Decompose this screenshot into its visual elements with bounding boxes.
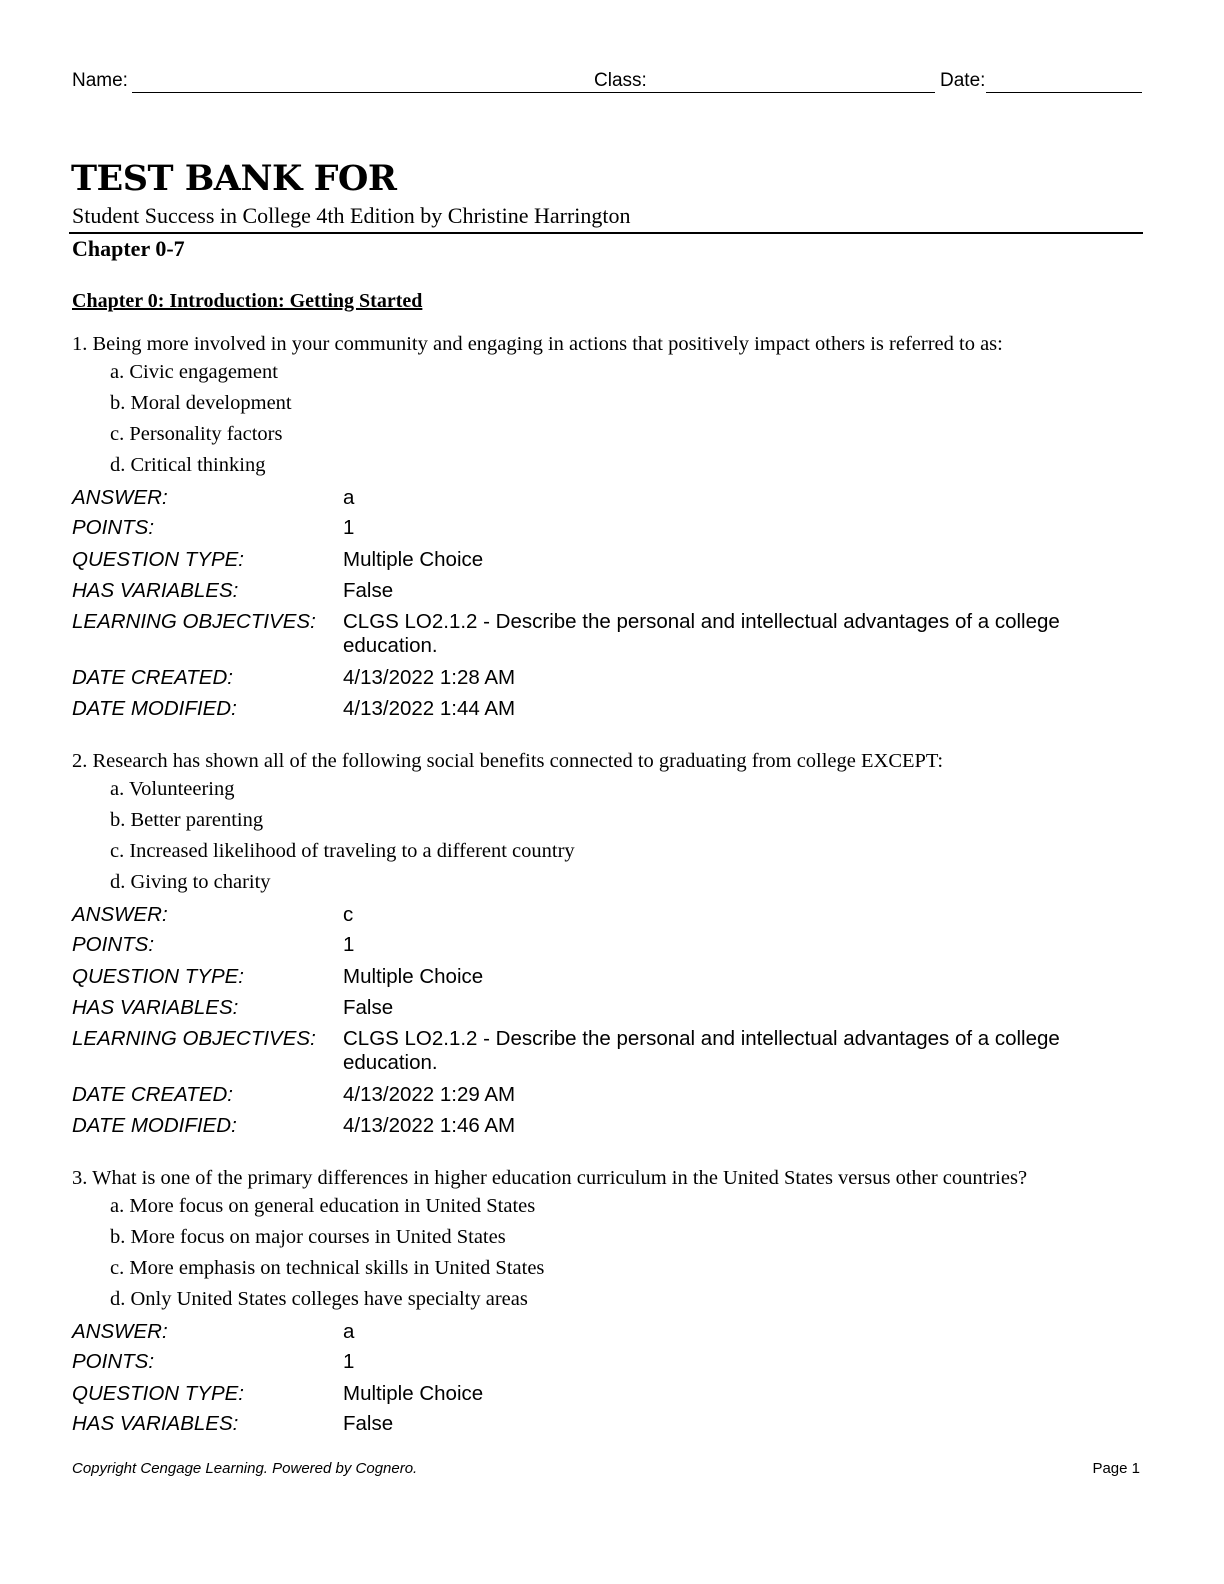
answer-option: b. Moral development — [110, 392, 292, 414]
answer-option: c. More emphasis on technical skills in United States — [110, 1257, 545, 1279]
points-value: 1 — [343, 933, 355, 956]
answer-label: ANSWER: — [72, 903, 168, 926]
date-blank — [986, 92, 1142, 93]
class-blank — [649, 92, 935, 93]
answer-option: b. Better parenting — [110, 809, 264, 831]
learning-objectives-label: LEARNING OBJECTIVES: — [72, 1027, 316, 1050]
question-text: 2. Research has shown all of the following social benefits connected to graduating from college EXCEPT: — [72, 750, 944, 772]
chapter-heading: Chapter 0-7 — [72, 236, 185, 261]
question-type-label: QUESTION TYPE: — [72, 965, 244, 988]
date-created-label: DATE CREATED: — [72, 666, 233, 689]
title-divider — [69, 232, 1143, 234]
learning-objectives-value: CLGS LO2.1.2 - Describe the personal and intellectual advantages of a college education. — [343, 1027, 1060, 1074]
answer-option: d. Giving to charity — [110, 871, 271, 893]
answer-option: c. Increased likelihood of traveling to a different country — [110, 840, 575, 862]
date-modified-value: 4/13/2022 1:44 AM — [343, 697, 516, 720]
question-type-label: QUESTION TYPE: — [72, 548, 244, 571]
answer-value: a — [343, 486, 355, 509]
has-variables-label: HAS VARIABLES: — [72, 579, 239, 602]
answer-option: c. Personality factors — [110, 423, 283, 445]
question-type-value: Multiple Choice — [343, 1382, 484, 1405]
answer-option: a. Civic engagement — [110, 361, 278, 383]
section-heading: Chapter 0: Introduction: Getting Started — [72, 290, 423, 312]
answer-value: a — [343, 1320, 355, 1343]
class-label: Class: — [594, 70, 647, 91]
points-value: 1 — [343, 516, 355, 539]
answer-option: d. Only United States colleges have specialty areas — [110, 1288, 528, 1310]
question-text: 1. Being more involved in your community and engaging in actions that positively impact others is referred to as: — [72, 333, 1003, 355]
points-label: POINTS: — [72, 933, 155, 956]
copyright-footer: Copyright Cengage Learning. Powered by Cognero. — [72, 1460, 418, 1477]
learning-objectives-value: CLGS LO2.1.2 - Describe the personal and intellectual advantages of a college education. — [343, 610, 1060, 657]
answer-option: a. Volunteering — [110, 778, 235, 800]
answer-option: b. More focus on major courses in United States — [110, 1226, 506, 1248]
document-title: TEST BANK FOR — [71, 158, 397, 199]
answer-label: ANSWER: — [72, 486, 168, 509]
answer-label: ANSWER: — [72, 1320, 168, 1343]
has-variables-label: HAS VARIABLES: — [72, 1412, 239, 1435]
document-subtitle: Student Success in College 4th Edition by Christine Harrington — [72, 203, 631, 228]
has-variables-label: HAS VARIABLES: — [72, 996, 239, 1019]
name-blank — [132, 92, 660, 93]
date-modified-label: DATE MODIFIED: — [72, 1114, 237, 1137]
points-value: 1 — [343, 1350, 355, 1373]
date-created-value: 4/13/2022 1:28 AM — [343, 666, 516, 689]
question-text: 3. What is one of the primary differences in higher education curriculum in the United States versus other countries? — [72, 1167, 1028, 1189]
name-label: Name: — [72, 70, 128, 91]
has-variables-value: False — [343, 1412, 394, 1435]
answer-option: a. More focus on general education in United States — [110, 1195, 536, 1217]
points-label: POINTS: — [72, 1350, 155, 1373]
page-number: Page 1 — [1092, 1460, 1140, 1477]
date-created-value: 4/13/2022 1:29 AM — [343, 1083, 516, 1106]
points-label: POINTS: — [72, 516, 155, 539]
answer-value: c — [343, 903, 354, 926]
student-info-header — [72, 70, 1142, 98]
question-type-value: Multiple Choice — [343, 548, 484, 571]
has-variables-value: False — [343, 996, 394, 1019]
question-type-label: QUESTION TYPE: — [72, 1382, 244, 1405]
answer-option: d. Critical thinking — [110, 454, 266, 476]
has-variables-value: False — [343, 579, 394, 602]
question-type-value: Multiple Choice — [343, 965, 484, 988]
date-modified-label: DATE MODIFIED: — [72, 697, 237, 720]
date-label: Date: — [940, 70, 986, 91]
date-modified-value: 4/13/2022 1:46 AM — [343, 1114, 516, 1137]
learning-objectives-label: LEARNING OBJECTIVES: — [72, 610, 316, 633]
date-created-label: DATE CREATED: — [72, 1083, 233, 1106]
